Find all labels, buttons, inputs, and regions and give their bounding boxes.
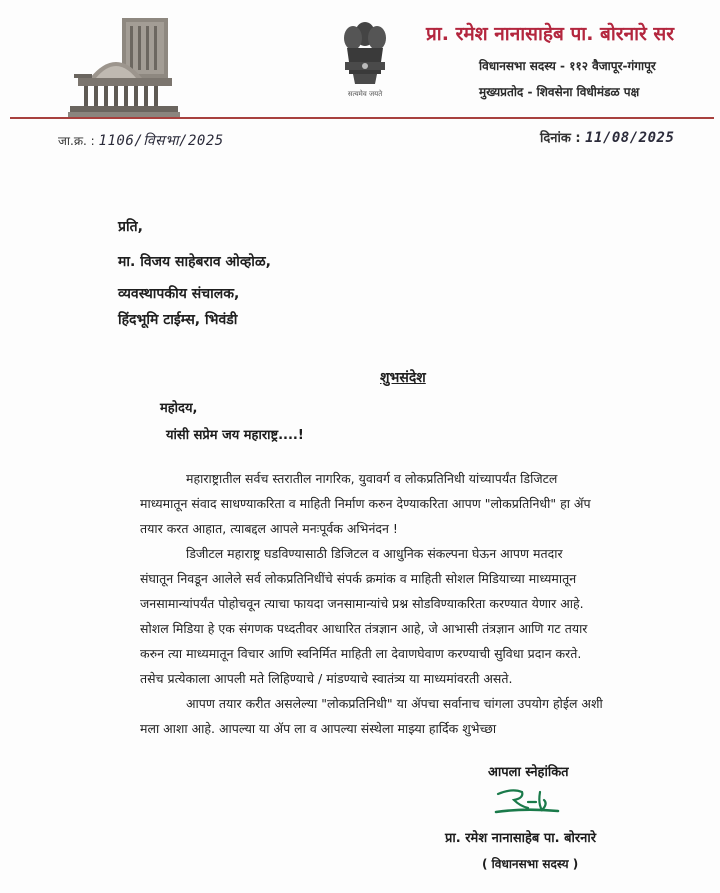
letter-date [540, 128, 674, 146]
body-line: जनसामान्यांपर्यंत पोहोचवून त्याचा फायदा जनसामान्यांचे प्रश्न सोडविण्याकरिता करण्यात येणार आहे. [140, 596, 584, 611]
body-line: डिजीटल महाराष्ट्र घडविण्यासाठी डिजिटल व आधुनिक संकल्पना घेऊन आपण मतदार [186, 546, 563, 561]
body-line: मला आशा आहे. आपल्या या ॲप ला व आपल्या संस्थेला माझ्या हार्दिक शुभेच्छा [140, 721, 497, 736]
body-line: करुन त्या माध्यमातून विचार आणि स्वनिर्मित माहिती ला देवाणघेवाण करण्याची सुविधा प्रदान करते. [140, 646, 582, 661]
body-line: आपण तयार करीत असलेल्या "लोकप्रतिनिधी" या ॲपचा सर्वानाच चांगला उपयोग होईल अशी [186, 696, 603, 711]
body-line: माध्यमातून संवाद साधण्याकरिता व माहिती निर्माण करुन देण्याकरिता आपण "लोकप्रतिनिधी" हा ॲप [140, 496, 591, 511]
body-line: संघातून निवडून आलेले सर्व लोकप्रतिनिधींचे संपर्क क्रमांक व माहिती सोशल मिडियाच्या माध्यमातून [140, 571, 577, 586]
greeting-line-2: यांसी सप्रेम जय महाराष्ट्र....! [166, 428, 304, 443]
handwritten-signature-icon [494, 784, 564, 818]
greeting-line-1: महोदय, [160, 401, 198, 416]
reference-label: जा.क्र. : [58, 134, 95, 148]
vidhan-bhavan-building-icon [68, 14, 180, 122]
recipient-name: मा. विजय साहेबराव ओव्होळ, [118, 254, 271, 270]
reference-value: 1106/विसभा/2025 [98, 133, 224, 149]
reference-number [58, 131, 224, 150]
body-line: महाराष्ट्रातील सर्वच स्तरातील नागरिक, युवावर्ग व लोकप्रतिनिधी यांच्यापर्यंत डिजिटल [186, 471, 558, 486]
date-value: 11/08/2025 [585, 130, 675, 146]
letterhead-divider [10, 117, 714, 119]
body-line: तसेच प्रत्येकाला आपली मते लिहिण्याचे / मांडण्याचे स्वातंत्र्य या माध्यमांवरती असते. [140, 671, 513, 686]
body-line: तयार करत आहात, त्याबद्दल आपले मनःपूर्वक अभिनंदन ! [140, 521, 398, 536]
closing-phrase: आपला स्नेहांकित [488, 765, 569, 780]
letter-subject: शुभसंदेश [380, 370, 426, 386]
state-emblem [326, 14, 404, 108]
recipient-salutation: प्रति, [118, 219, 143, 235]
emblem-caption: सत्यमेव जयते [347, 90, 383, 98]
ashoka-lion-emblem-icon [337, 14, 393, 90]
recipient-role: व्यवस्थापकीय संचालक, [118, 286, 240, 302]
letterhead-designation-2: मुख्यप्रतोद - शिवसेना विधीमंडळ पक्ष [479, 85, 640, 99]
signatory-name: प्रा. रमेश नानासाहेब पा. बोरनारे [445, 831, 597, 846]
date-label: दिनांक : [540, 131, 581, 146]
signatory-title: ( विधानसभा सदस्य ) [482, 857, 579, 871]
letterhead-designation-1: विधानसभा सदस्य - ११२ वैजापूर-गंगापूर [479, 59, 656, 73]
body-line: सोशल मिडिया हे एक संगणक पध्दतीवर आधारित तंत्रज्ञान आहे, जे आभासी तंत्रज्ञान आणि गट तयार [140, 621, 588, 636]
letterhead-name: प्रा. रमेश नानासाहेब पा. बोरनारे सर [426, 23, 675, 45]
recipient-organisation: हिंदभूमि टाईम्स, भिवंडी [118, 312, 238, 328]
